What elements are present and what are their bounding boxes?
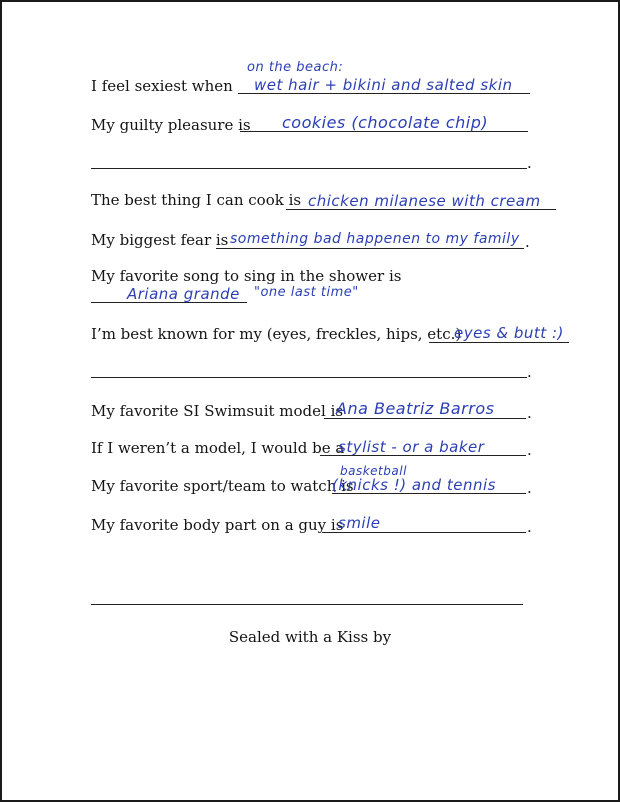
q2-label: My guilty pleasure is (91, 116, 251, 134)
q5-label: My favorite song to sing in the shower is (91, 267, 402, 285)
q8-label: If I weren’t a model, I would be a (91, 439, 345, 457)
q8-answer: stylist - or a baker (338, 438, 485, 456)
signature-line (91, 604, 523, 605)
q10-answer: smile (338, 514, 381, 532)
q6-label: I’m best known for my (eyes, freckles, hips, etc.) (91, 325, 462, 343)
q9-answer: (knicks !) and tennis (332, 476, 496, 494)
q4-answer: something bad happenen to my family (230, 231, 520, 247)
q9-period: . (527, 479, 532, 497)
q2-extra-line (91, 168, 527, 169)
q5-answer-a: Ariana grande (127, 285, 240, 303)
q2-answer: cookies (chocolate chip) (282, 113, 489, 132)
q7-answer-line (324, 418, 526, 419)
q4-period: . (525, 233, 530, 251)
q9-answer-top: basketball (340, 464, 407, 478)
q3-answer: chicken milanese with cream (308, 192, 541, 210)
q4-answer-line (216, 248, 524, 249)
q7-answer: Ana Beatriz Barros (336, 399, 495, 418)
q9-label: My favorite sport/team to watch is (91, 477, 354, 495)
q7-period: . (527, 404, 532, 422)
q10-answer-line (322, 532, 526, 533)
q6-extra-line (91, 377, 527, 378)
q1-label: I feel sexiest when (91, 77, 233, 95)
q10-label: My favorite body part on a guy is (91, 516, 344, 534)
q1-answer: wet hair + bikini and salted skin (254, 76, 513, 94)
sealed-with-a-kiss-label: Sealed with a Kiss by (228, 628, 392, 646)
q1-answer-top: on the beach: (247, 60, 344, 75)
q3-label: The best thing I can cook is (91, 191, 302, 209)
q10-period: . (527, 518, 532, 536)
q7-label: My favorite SI Swimsuit model is (91, 402, 344, 420)
q6-answer: eyes & butt :) (454, 324, 564, 342)
q8-period: . (527, 441, 532, 459)
q2-period: . (527, 154, 532, 172)
q4-label: My biggest fear is (91, 231, 229, 249)
q6-answer-line (429, 342, 569, 343)
q6-period: . (527, 363, 532, 381)
q5-answer-b: "one last time" (254, 285, 359, 300)
